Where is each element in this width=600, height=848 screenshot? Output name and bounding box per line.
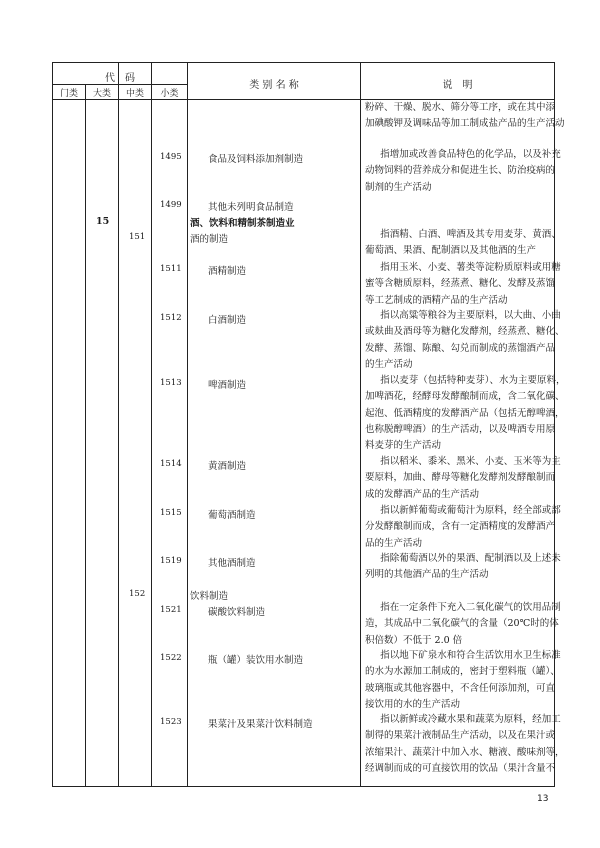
col-divider-minor: [187, 63, 188, 786]
desc-line: 起泡、低酒精度的发酵酒产品（包括无醇啤酒，: [365, 407, 565, 419]
col-divider-medium: [151, 63, 152, 786]
desc-1511: [365, 260, 561, 309]
col-divider-major: [118, 63, 119, 786]
desc-line: 粉碎、干燥、脱水、筛分等工序，或在其中添: [365, 102, 556, 113]
desc-line: 指以新鲜葡萄或葡萄汁为原料，经全部或部: [380, 505, 561, 516]
col-divider-door: [85, 84, 86, 786]
desc-line: 指增加或改善食品特色的化学品，以及补充: [380, 149, 561, 160]
header-medium: 中类: [125, 89, 144, 99]
desc-line: 要原料，加曲、酵母等糖化发酵剂发酵酿制而: [365, 472, 556, 484]
desc-line: 指以高粱等粮谷为主要原料，以大曲、小曲: [380, 310, 561, 321]
desc-1515: [365, 503, 561, 552]
code-1519: 1519: [160, 556, 182, 566]
desc-line: 蜜等含糖质原料，经蒸煮、糖化、发酵及蒸馏: [365, 278, 556, 290]
desc-1512: [365, 308, 565, 373]
desc-line: 也称脱醇啤酒）的生产活动，以及啤酒专用原: [365, 423, 556, 435]
desc-line: 成的发酵酒产品的生产活动: [365, 488, 480, 500]
name-1495: 食品及饲料添加剂制造: [208, 154, 304, 165]
desc-line: 分发酵酿制而成，含有一定酒精度的发酵酒产: [365, 521, 556, 533]
desc-line: 浓缩果汁、蔬菜汁中加入水、糖液、酸味剂等，: [365, 746, 565, 758]
code-15: 15: [96, 216, 110, 227]
name-1523: 果菜汁及果菜汁饮料制造: [208, 719, 313, 730]
name-1514: 黄酒制造: [208, 461, 247, 472]
desc-line: 指以麦芽（包括特种麦芽）、水为主要原料，: [380, 375, 566, 386]
desc-line: 的生产活动: [365, 358, 413, 370]
code-1523: 1523: [160, 717, 182, 727]
desc-line: 指用玉米、小麦、薯类等淀粉质原料或用糖: [380, 262, 561, 273]
header-door: 门类: [59, 89, 78, 99]
header-major: 大类: [92, 89, 111, 99]
desc-1522: [365, 648, 561, 713]
desc-line: 加啤酒花，经酵母发酵酿制而成，含二氧化碳、: [365, 391, 565, 403]
desc-line: 积倍数）不低于 2.0 倍: [365, 634, 463, 646]
code-1514: 1514: [160, 459, 182, 469]
code-1513: 1513: [160, 378, 182, 388]
name-1512: 白酒制造: [208, 315, 247, 326]
desc-line: 指以地下矿泉水和符合生活饮用水卫生标准: [380, 650, 561, 661]
classification-table: [52, 62, 566, 787]
name-152: 饮料制造: [190, 591, 229, 602]
desc-1514: [365, 454, 561, 503]
col-divider-desc: [360, 63, 361, 786]
desc-line: 玻璃瓶或其他容器中，不含任何添加剂，可直: [365, 682, 556, 694]
code-1499: 1499: [160, 200, 182, 210]
desc-line: 接饮用的水的生产活动: [365, 698, 461, 710]
name-1515: 葡萄酒制造: [208, 510, 256, 521]
desc-line: 加碘酸钾及调味品等加工制成盐产品的生产活动: [365, 118, 565, 130]
code-1511: 1511: [160, 264, 182, 274]
header-code: 代 码: [105, 73, 135, 84]
header-subline: [53, 84, 187, 85]
desc-1495: [365, 147, 561, 196]
desc-line: 指酒精、白酒、啤酒及其专用麦芽、黄酒、: [380, 229, 561, 240]
name-1519: 其他酒制造: [208, 558, 256, 569]
desc-line: 经调制而成的可直接饮用的饮品（果汁含量不: [365, 762, 556, 774]
code-1521: 1521: [160, 605, 182, 615]
desc-line: 动物饲料的营养成分和促进生长、防治疫病的: [365, 165, 556, 177]
code-151: 151: [129, 232, 146, 242]
code-1522: 1522: [160, 653, 182, 663]
desc-line: 造，其成品中二氧化碳气的含量（20℃时的体: [365, 618, 559, 630]
desc-continued: [365, 100, 565, 133]
desc-line: 指以新鲜或冷藏水果和蔬菜为原料，经加工: [380, 714, 561, 725]
desc-line: 料麦芽的生产活动: [365, 440, 442, 452]
desc-line: 列明的其他酒产品的生产活动: [365, 569, 489, 581]
page-number: 13: [537, 794, 549, 804]
header-category-name: 类 别 名 称: [249, 80, 299, 91]
desc-line: 发酵、蒸馏、陈酿、勾兑而制成的蒸馏酒产品: [365, 342, 556, 354]
desc-line: 品的生产活动: [365, 537, 423, 549]
code-1512: 1512: [160, 313, 182, 323]
name-15: 酒、饮料和精制茶制造业: [190, 218, 295, 229]
desc-line: 指以稻米、黍米、黑米、小麦、玉米等为主: [380, 456, 561, 467]
desc-151: [365, 227, 561, 260]
desc-line: 的水为水源加工制成的，密封于塑料瓶（罐）、: [365, 666, 560, 678]
desc-line: 等工艺制成的酒精产品的生产活动: [365, 294, 508, 306]
desc-line: 或麸曲及酒母等为糖化发酵剂，经蒸煮、糖化、: [365, 326, 565, 338]
name-1513: 啤酒制造: [208, 380, 247, 391]
desc-line: 葡萄酒、果酒、配制酒以及其他酒的生产: [365, 245, 537, 257]
desc-line: 指除葡萄酒以外的果酒、配制酒以及上述未: [380, 553, 561, 564]
header-minor: 小类: [160, 89, 179, 99]
desc-1521: [365, 600, 561, 649]
desc-line: 指在一定条件下充入二氧化碳气的饮用品制: [380, 602, 561, 613]
name-1511: 酒精制造: [208, 266, 247, 277]
code-152: 152: [129, 589, 146, 599]
header-explanation: 说 明: [442, 80, 473, 91]
name-151: 酒的制造: [190, 234, 229, 245]
name-1522: 瓶（罐）装饮用水制造: [208, 655, 304, 666]
desc-line: 制剂的生产活动: [365, 181, 432, 193]
code-1515: 1515: [160, 508, 182, 518]
desc-1523: [365, 712, 565, 777]
desc-1519: [365, 551, 561, 584]
desc-line: 制得的果菜汁液制品生产活动，以及在果汁或: [365, 730, 556, 742]
name-1499: 其他未列明食品制造: [208, 202, 294, 213]
name-1521: 碳酸饮料制造: [208, 607, 266, 618]
desc-1513: [365, 373, 566, 454]
code-1495: 1495: [160, 152, 182, 162]
